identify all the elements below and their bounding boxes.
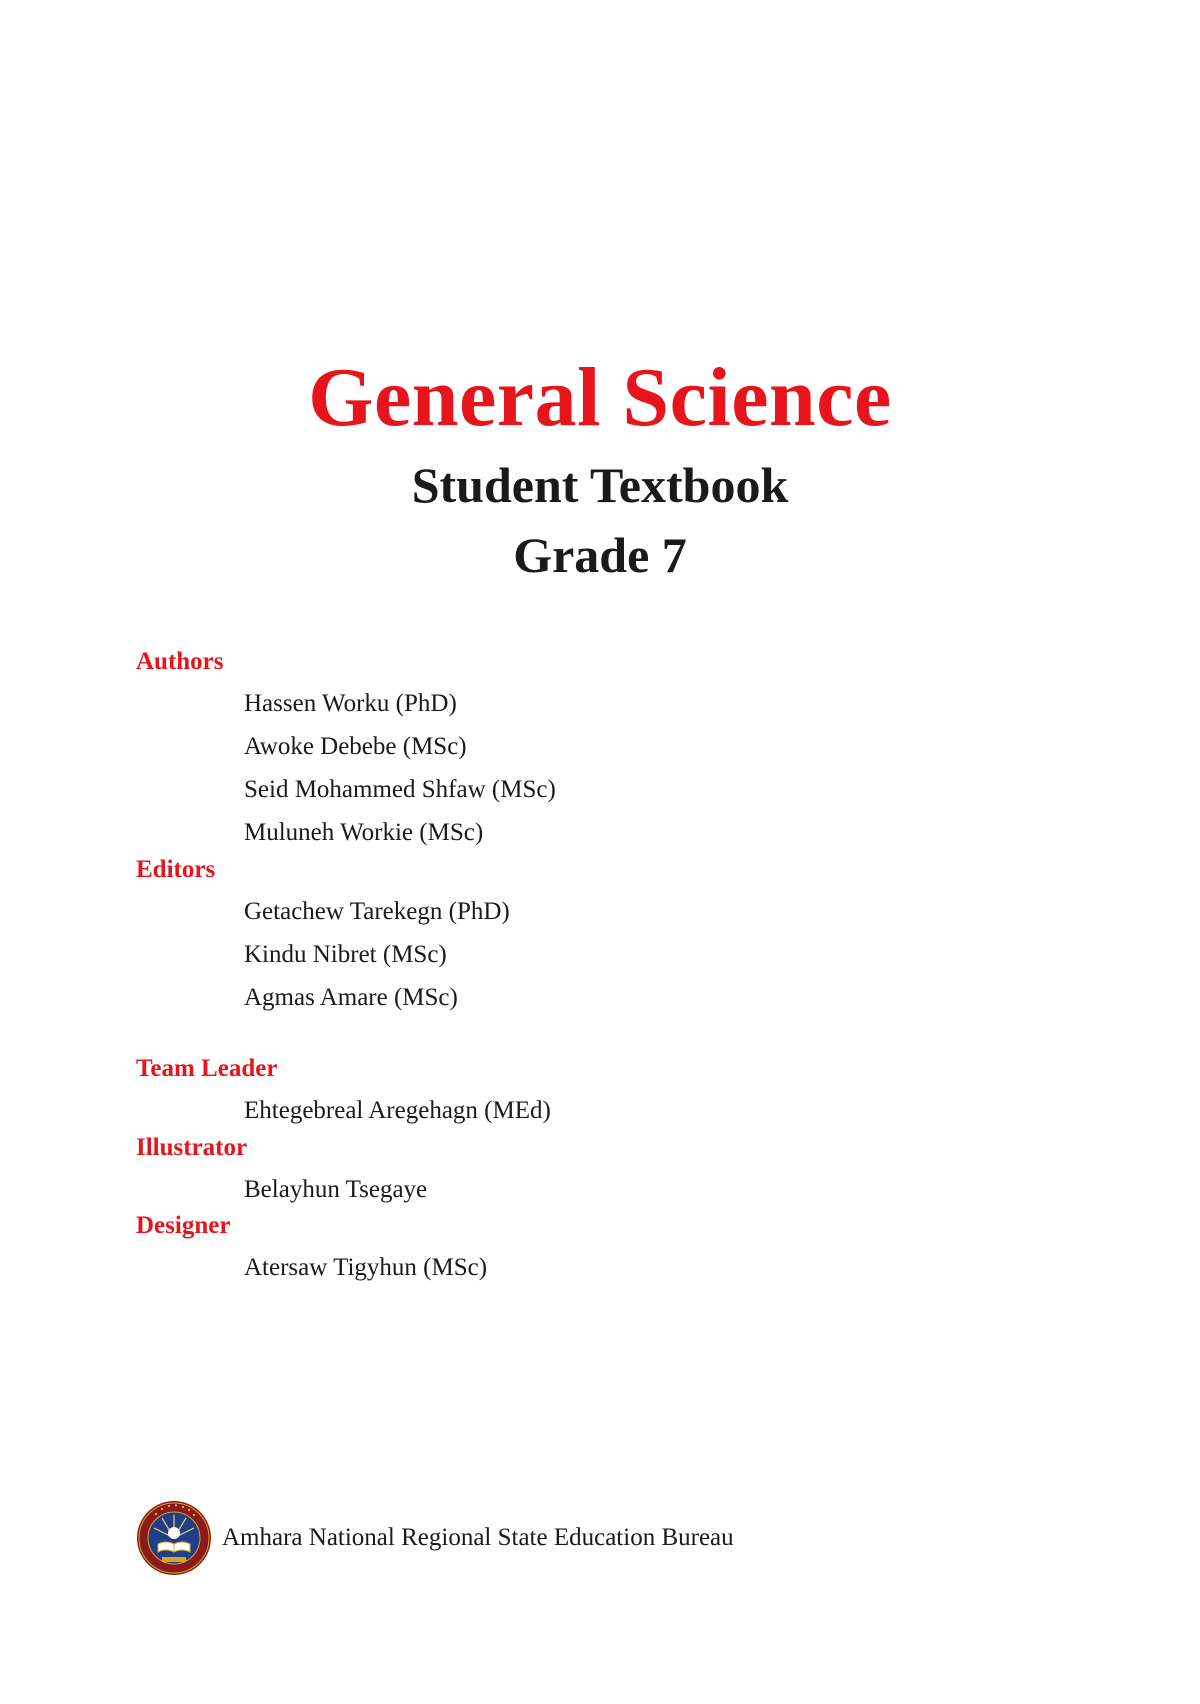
team-leader-name: Ehtegebreal Aregehagn (MEd) [244, 1097, 551, 1124]
education-bureau-seal-icon [136, 1500, 212, 1576]
publisher-footer [136, 1500, 734, 1576]
author-name: Hassen Worku (PhD) [244, 690, 457, 717]
editor-name: Kindu Nibret (MSc) [244, 941, 447, 968]
book-subtitle: Student Textbook [411, 457, 789, 513]
illustrator-name: Belayhun Tsegaye [244, 1176, 428, 1203]
author-name: Muluneh Workie (MSc) [244, 819, 484, 846]
editors-heading: Editors [136, 856, 216, 883]
designer-heading: Designer [136, 1212, 231, 1239]
illustrator-heading: Illustrator [136, 1134, 248, 1161]
title-block [0, 350, 1200, 586]
team-leader-heading: Team Leader [136, 1055, 278, 1082]
author-name: Awoke Debebe (MSc) [244, 733, 467, 760]
editor-name: Agmas Amare (MSc) [244, 984, 458, 1011]
grade-label: Grade 7 [513, 527, 687, 583]
authors-heading: Authors [136, 648, 224, 675]
designer-name: Atersaw Tigyhun (MSc) [244, 1254, 488, 1281]
publisher-name: Amhara National Regional State Education Bureau [222, 1524, 734, 1551]
book-title: General Science [308, 351, 892, 444]
editor-name: Getachew Tarekegn (PhD) [244, 898, 510, 925]
author-name: Seid Mohammed Shfaw (MSc) [244, 776, 556, 803]
